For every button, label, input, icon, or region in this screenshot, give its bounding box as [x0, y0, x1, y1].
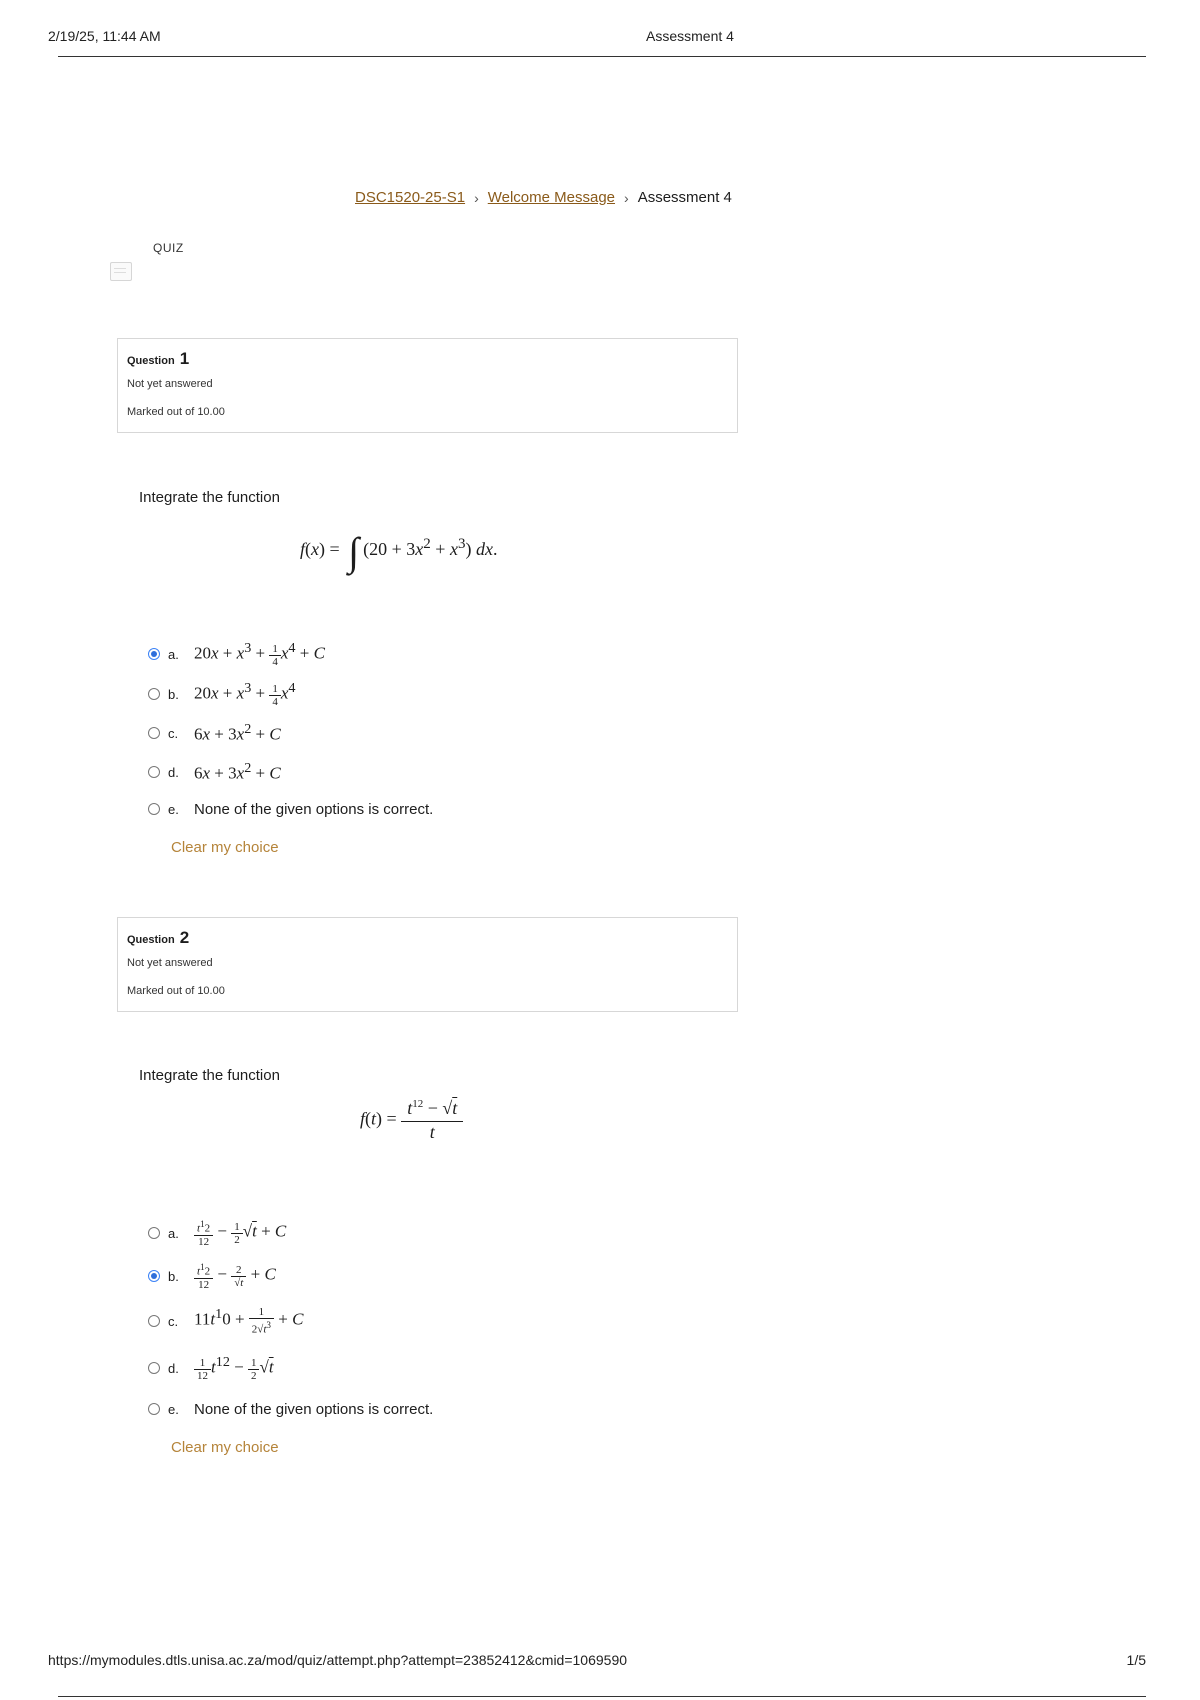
print-title: Assessment 4 [646, 28, 734, 44]
option-answer: None of the given options is correct. [194, 800, 434, 818]
question-number: 2 [179, 928, 190, 947]
question-2-info [117, 917, 738, 1012]
option-answer: $\frac{1}{12}$ $t^{12}$ − $\frac{1}{2}$ √t [194, 1354, 274, 1381]
breadcrumb-welcome-link[interactable]: Welcome Message [487, 189, 616, 206]
question-label: Question [127, 355, 175, 367]
breadcrumb-course-link[interactable]: DSC1520-25-S1 [355, 189, 466, 206]
option-answer: $11t^10$ + $\frac{1}{2√t^3}$ + C [194, 1306, 304, 1336]
option-letter: e. [168, 801, 179, 817]
q2-option-d[interactable] [148, 1356, 274, 1380]
q2-clear-choice-link[interactable]: Clear my choice [171, 1439, 279, 1456]
q2-option-b[interactable] [148, 1262, 276, 1291]
radio-button[interactable] [148, 688, 160, 700]
radio-button[interactable] [148, 803, 160, 815]
question-1-text: Integrate the function [139, 489, 280, 506]
question-1-title [127, 349, 189, 369]
q2-option-c[interactable] [148, 1306, 304, 1336]
option-letter: c. [168, 725, 179, 741]
option-letter: c. [168, 1313, 179, 1329]
question-label: Question [127, 934, 175, 946]
option-letter: d. [168, 1360, 179, 1376]
option-letter: a. [168, 646, 179, 662]
option-letter: a. [168, 1225, 179, 1241]
question-marks: Marked out of 10.00 [127, 985, 225, 997]
question-2-text: Integrate the function [139, 1067, 280, 1084]
option-letter: e. [168, 1401, 179, 1417]
print-date: 2/19/25, 11:44 AM [48, 28, 161, 44]
page-url: https://mymodules.dtls.unisa.ac.za/mod/quiz/attempt.php?attempt=23852412&cmid=1069590 [48, 1652, 628, 1668]
chevron-right-icon: › [474, 189, 479, 206]
q1-clear-choice-link[interactable]: Clear my choice [171, 839, 279, 856]
q1-option-e[interactable] [148, 797, 433, 821]
radio-button[interactable] [148, 1403, 160, 1415]
option-answer: $20x + x^3$ + $\frac{1}{4}$ $x^4 + C$ [194, 640, 325, 668]
chevron-right-icon: › [624, 189, 629, 206]
option-answer: $6x + 3x^2 + C$ [194, 760, 281, 783]
radio-button[interactable] [148, 1270, 160, 1282]
q1-option-b[interactable] [148, 682, 295, 706]
q1-option-d[interactable] [148, 760, 281, 784]
q2-option-a[interactable] [148, 1219, 287, 1248]
page-number: 1/5 [1126, 1652, 1146, 1668]
radio-button[interactable] [148, 727, 160, 739]
question-marks: Marked out of 10.00 [127, 406, 225, 418]
option-letter: b. [168, 686, 179, 702]
option-answer: $6x + 3x^2 + C$ [194, 721, 281, 744]
option-answer: None of the given options is correct. [194, 1400, 434, 1418]
q1-option-a[interactable] [148, 642, 325, 666]
question-1-info [117, 338, 738, 433]
question-2-title [127, 928, 189, 948]
question-1-formula: f(x) = ∫ $(20 + 3x^2 + x^3)$ dx. [300, 529, 498, 574]
q2-option-e[interactable] [148, 1397, 433, 1421]
option-letter: b. [168, 1268, 179, 1284]
radio-button[interactable] [148, 1315, 160, 1327]
question-state: Not yet answered [127, 957, 213, 969]
question-state: Not yet answered [127, 378, 213, 390]
header-rule [58, 56, 1146, 57]
radio-button[interactable] [148, 648, 160, 660]
quiz-icon [110, 262, 132, 281]
radio-button[interactable] [148, 1362, 160, 1374]
q1-option-c[interactable] [148, 721, 281, 745]
option-answer: $\frac{t^12}{12}$ − $\frac{1}{2}$ √t + C [194, 1218, 286, 1248]
footer-rule [58, 1696, 1146, 1697]
question-2-formula: f(t) = $\frac{t^{12} - √t}{t}$ [360, 1098, 463, 1143]
quiz-label: QUIZ [153, 241, 184, 255]
option-answer: $\frac{t^12}{12}$ − $\frac{2}{√t}$ + C [194, 1261, 276, 1291]
radio-button[interactable] [148, 1227, 160, 1239]
option-answer: $20x + x^3$ + $\frac{1}{4}$ $x^4$ [194, 680, 296, 708]
option-letter: d. [168, 764, 179, 780]
radio-button[interactable] [148, 766, 160, 778]
breadcrumb-current: Assessment 4 [637, 189, 732, 206]
breadcrumb [355, 189, 732, 206]
question-number: 1 [179, 349, 190, 368]
